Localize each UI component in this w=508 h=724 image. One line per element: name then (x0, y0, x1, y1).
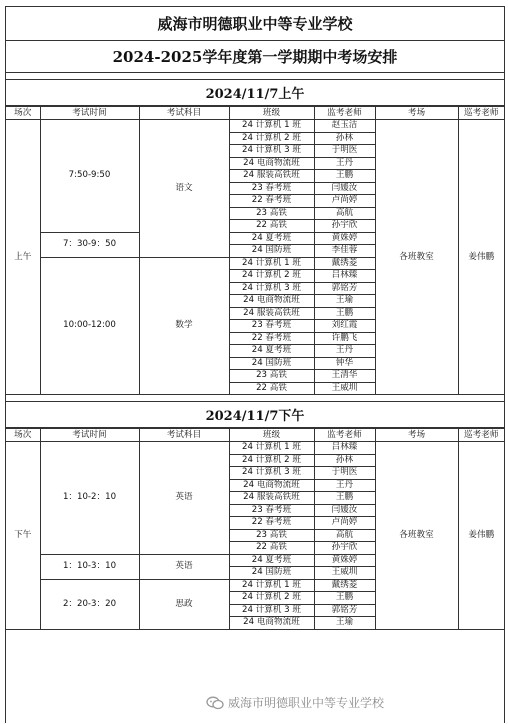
patrol-teacher-cell: 姜伟鹏 (458, 442, 504, 630)
section-gap (6, 395, 504, 402)
exam-time-cell: 10:00-12:00 (40, 257, 139, 395)
watermark-text: 威海市明德职业中等专业学校 (228, 696, 385, 710)
teacher-cell: 戴绣菱 (314, 579, 375, 592)
teacher-cell: 王丹 (314, 345, 375, 358)
teacher-cell: 于明医 (314, 467, 375, 480)
header-room: 考场 (375, 107, 458, 120)
class-cell: 22 高铁 (229, 220, 314, 233)
afternoon-table (6, 428, 504, 630)
table-row (6, 120, 504, 133)
class-cell: 24 计算机 1 班 (229, 120, 314, 133)
teacher-cell: 高航 (314, 529, 375, 542)
header-room: 考场 (375, 429, 458, 442)
subject-cell: 数学 (139, 257, 229, 395)
exam-room-cell: 各班教室 (375, 120, 458, 395)
header-teacher: 监考老师 (314, 429, 375, 442)
class-cell: 24 计算机 1 班 (229, 579, 314, 592)
class-cell: 22 高铁 (229, 382, 314, 395)
header-time: 考试时间 (40, 107, 139, 120)
class-cell: 24 计算机 1 班 (229, 257, 314, 270)
header-class: 班级 (229, 429, 314, 442)
table-row (6, 442, 504, 455)
class-cell: 22 春考班 (229, 332, 314, 345)
exam-time-cell: 1：10-2：10 (40, 442, 139, 555)
subject-cell: 语文 (139, 120, 229, 258)
morning-date: 2024/11/7上午 (6, 80, 504, 106)
period-cell: 下午 (6, 442, 40, 630)
teacher-cell: 黄姝婷 (314, 232, 375, 245)
exam-title: 2024-2025学年度第一学期期中考场安排 (6, 41, 504, 73)
class-cell: 24 计算机 2 班 (229, 270, 314, 283)
class-cell: 23 春考班 (229, 320, 314, 333)
teacher-cell: 王鹏 (314, 170, 375, 183)
header-teacher: 监考老师 (314, 107, 375, 120)
class-cell: 24 国防班 (229, 357, 314, 370)
class-cell: 23 高铁 (229, 370, 314, 383)
class-cell: 23 春考班 (229, 504, 314, 517)
class-cell: 24 计算机 3 班 (229, 145, 314, 158)
class-cell: 24 计算机 2 班 (229, 132, 314, 145)
exam-time-cell: 7:50-9:50 (40, 120, 139, 233)
class-cell: 22 春考班 (229, 517, 314, 530)
class-cell: 24 夏考班 (229, 232, 314, 245)
section-gap (6, 73, 504, 80)
class-cell: 24 国防班 (229, 245, 314, 258)
class-cell: 24 计算机 3 班 (229, 467, 314, 480)
class-cell: 24 夏考班 (229, 554, 314, 567)
wechat-watermark (206, 694, 384, 711)
afternoon-date: 2024/11/7下午 (6, 402, 504, 428)
header-patrol: 巡考老师 (458, 107, 504, 120)
teacher-cell: 于明医 (314, 145, 375, 158)
class-cell: 24 电商物流班 (229, 157, 314, 170)
header-patrol: 巡考老师 (458, 429, 504, 442)
teacher-cell: 孙宇欣 (314, 220, 375, 233)
class-cell: 24 计算机 2 班 (229, 454, 314, 467)
teacher-cell: 郭铭芳 (314, 604, 375, 617)
teacher-cell: 高航 (314, 207, 375, 220)
class-cell: 24 国防班 (229, 567, 314, 580)
teacher-cell: 戴绣菱 (314, 257, 375, 270)
class-cell: 23 高铁 (229, 529, 314, 542)
exam-time-cell: 1：10-3：10 (40, 554, 139, 579)
teacher-cell: 孙林 (314, 454, 375, 467)
teacher-cell: 吕林臻 (314, 442, 375, 455)
header-class: 班级 (229, 107, 314, 120)
teacher-cell: 王鹏 (314, 492, 375, 505)
class-cell: 24 电商物流班 (229, 479, 314, 492)
class-cell: 24 服装高铁班 (229, 307, 314, 320)
morning-header-row (6, 107, 504, 120)
afternoon-header-row (6, 429, 504, 442)
teacher-cell: 赵玉洁 (314, 120, 375, 133)
teacher-cell: 孙林 (314, 132, 375, 145)
teacher-cell: 卢尚婷 (314, 517, 375, 530)
class-cell: 24 电商物流班 (229, 617, 314, 630)
class-cell: 22 高铁 (229, 542, 314, 555)
teacher-cell: 王丹 (314, 157, 375, 170)
subject-cell: 英语 (139, 554, 229, 579)
teacher-cell: 刘红霞 (314, 320, 375, 333)
patrol-teacher-cell: 姜伟鹏 (458, 120, 504, 395)
header-period: 场次 (6, 107, 40, 120)
header-subject: 考试科目 (139, 429, 229, 442)
class-cell: 24 电商物流班 (229, 295, 314, 308)
teacher-cell: 王瑜 (314, 617, 375, 630)
class-cell: 24 服装高铁班 (229, 492, 314, 505)
school-name: 威海市明德职业中等专业学校 (6, 7, 504, 41)
teacher-cell: 王瑜 (314, 295, 375, 308)
header-subject: 考试科目 (139, 107, 229, 120)
class-cell: 24 计算机 2 班 (229, 592, 314, 605)
exam-time-cell: 2：20-3：20 (40, 579, 139, 629)
teacher-cell: 孙宇欣 (314, 542, 375, 555)
period-cell: 上午 (6, 120, 40, 395)
teacher-cell: 钟华 (314, 357, 375, 370)
class-cell: 24 计算机 3 班 (229, 282, 314, 295)
exam-room-cell: 各班教室 (375, 442, 458, 630)
exam-schedule-sheet (5, 6, 505, 723)
teacher-cell: 王威圳 (314, 567, 375, 580)
teacher-cell: 郭铭芳 (314, 282, 375, 295)
teacher-cell: 王丹 (314, 479, 375, 492)
class-cell: 24 服装高铁班 (229, 170, 314, 183)
exam-time-cell: 7：30-9：50 (40, 232, 139, 257)
class-cell: 24 夏考班 (229, 345, 314, 358)
teacher-cell: 吕林臻 (314, 270, 375, 283)
class-cell: 24 计算机 1 班 (229, 442, 314, 455)
wechat-icon (206, 696, 224, 710)
morning-table (6, 106, 504, 395)
teacher-cell: 黄姝婷 (314, 554, 375, 567)
class-cell: 23 春考班 (229, 182, 314, 195)
class-cell: 24 计算机 3 班 (229, 604, 314, 617)
teacher-cell: 许鹏飞 (314, 332, 375, 345)
teacher-cell: 王清华 (314, 370, 375, 383)
teacher-cell: 闫媛汝 (314, 504, 375, 517)
teacher-cell: 闫媛汝 (314, 182, 375, 195)
teacher-cell: 王威圳 (314, 382, 375, 395)
teacher-cell: 王鹏 (314, 307, 375, 320)
header-time: 考试时间 (40, 429, 139, 442)
class-cell: 22 春考班 (229, 195, 314, 208)
teacher-cell: 王鹏 (314, 592, 375, 605)
subject-cell: 英语 (139, 442, 229, 555)
class-cell: 23 高铁 (229, 207, 314, 220)
header-period: 场次 (6, 429, 40, 442)
teacher-cell: 李佳蓉 (314, 245, 375, 258)
teacher-cell: 卢尚婷 (314, 195, 375, 208)
subject-cell: 思政 (139, 579, 229, 629)
